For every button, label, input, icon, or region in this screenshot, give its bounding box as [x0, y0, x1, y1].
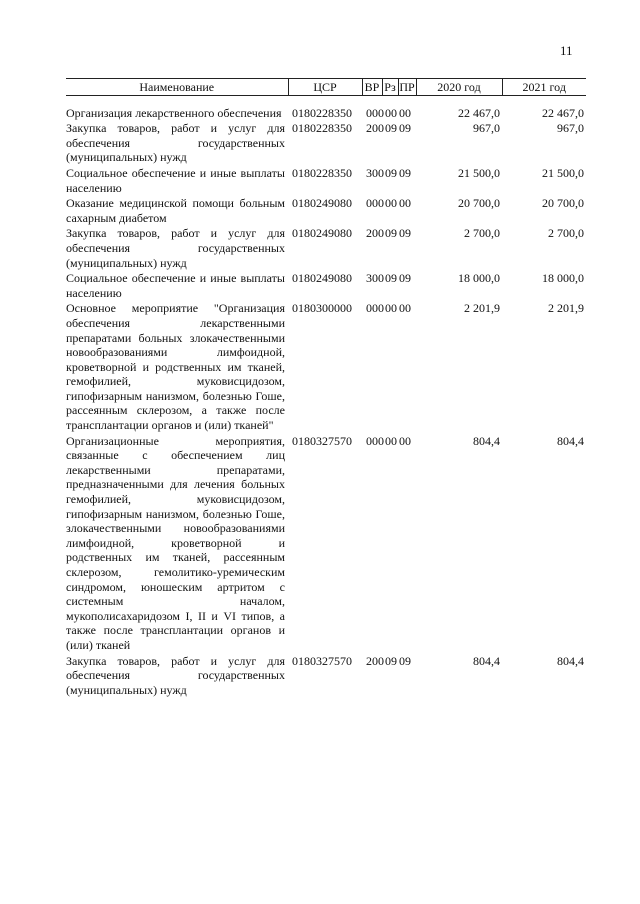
row-vr: 200	[366, 121, 384, 136]
row-vr: 200	[366, 226, 384, 241]
row-vr: 000	[366, 433, 384, 448]
row-name: Закупка товаров, работ и услуг для обеспечения государственных (муниципальных) нужд	[66, 653, 285, 697]
row-csr: 0180249080	[292, 196, 352, 211]
row-csr: 0180300000	[292, 301, 352, 316]
header-rz: Рз	[382, 79, 398, 96]
table-row	[66, 95, 586, 120]
row-pr: 00	[399, 433, 411, 448]
row-pr: 00	[399, 105, 411, 120]
row-rz: 09	[385, 271, 397, 286]
row-2021: 967,0	[557, 121, 584, 136]
row-2020: 2 201,9	[464, 301, 500, 316]
row-name: Закупка товаров, работ и услуг для обеспечения государственных (муниципальных) нужд	[66, 121, 285, 165]
row-pr: 09	[399, 653, 411, 668]
row-2020: 804,4	[473, 653, 500, 668]
row-vr: 300	[366, 165, 384, 180]
row-2021: 2 700,0	[548, 226, 584, 241]
row-pr: 09	[399, 226, 411, 241]
row-name: Оказание медицинской помощи больным сахарным диабетом	[66, 196, 285, 225]
row-vr: 300	[366, 271, 384, 286]
row-rz: 09	[385, 165, 397, 180]
row-2021: 18 000,0	[542, 271, 584, 286]
table-row	[66, 300, 586, 432]
row-vr: 000	[366, 301, 384, 316]
row-rz: 09	[385, 121, 397, 136]
row-name: Организация лекарственного обеспечения	[66, 105, 282, 120]
header-name: Наименование	[66, 79, 288, 96]
row-csr: 0180327570	[292, 653, 352, 668]
row-rz: 00	[385, 105, 397, 120]
row-csr: 0180228350	[292, 105, 352, 120]
row-rz: 09	[385, 226, 397, 241]
row-2021: 804,4	[557, 433, 584, 448]
row-pr: 09	[399, 271, 411, 286]
table-row	[66, 195, 586, 225]
row-2020: 18 000,0	[458, 271, 500, 286]
row-name: Закупка товаров, работ и услуг для обеспечения государственных (муниципальных) нужд	[66, 226, 285, 270]
table-row	[66, 165, 586, 195]
row-2020: 2 700,0	[464, 226, 500, 241]
row-2020: 22 467,0	[458, 105, 500, 120]
table-row	[66, 653, 586, 698]
row-2021: 21 500,0	[542, 165, 584, 180]
row-csr: 0180249080	[292, 226, 352, 241]
budget-table	[66, 78, 586, 697]
row-pr: 09	[399, 165, 411, 180]
row-name: Социальное обеспечение и иные выплаты населению	[66, 271, 285, 300]
row-name: Основное мероприятие "Организация обеспечения лекарственными препаратами больных злокачественными новообразованиями лимфоидной, кроветворной и родственных им тканей, гемофилией, муковисцидозом, гипофизарным нанизмом, болезнью Гоше, рассеянным склерозом, а также после трансплантации органов и (или) тканей"	[66, 301, 285, 433]
header-csr: ЦСР	[288, 79, 362, 96]
table-row	[66, 120, 586, 165]
header-2021: 2021 год	[502, 79, 586, 96]
table-row	[66, 270, 586, 300]
row-2020: 20 700,0	[458, 196, 500, 211]
row-2020: 804,4	[473, 433, 500, 448]
row-name: Организационные мероприятия, связанные с обеспечением лиц лекарственными препаратами, предназначенными для лечения больных гемофилией, муковисцидозом, гипофизарным нанизмом, болезнью Гоше, злокачественными новообразованиями лимфоидной, кроветворной и родственных им тканей, рассеянным склерозом, гемолитико-уремическим синдромом, юношеским артритом с системным началом, мукополисахаридозом I, II и VI типов, а также после трансплантации органов и (или) тканей	[66, 433, 285, 652]
row-vr: 200	[366, 653, 384, 668]
header-2020: 2020 год	[416, 79, 502, 96]
table-header	[66, 79, 586, 96]
row-csr: 0180228350	[292, 165, 352, 180]
row-2021: 804,4	[557, 653, 584, 668]
row-csr: 0180327570	[292, 433, 352, 448]
row-2020: 21 500,0	[458, 165, 500, 180]
row-rz: 09	[385, 653, 397, 668]
row-pr: 00	[399, 301, 411, 316]
row-pr: 09	[399, 121, 411, 136]
row-csr: 0180249080	[292, 271, 352, 286]
row-name: Социальное обеспечение и иные выплаты населению	[66, 165, 285, 195]
row-rz: 00	[385, 196, 397, 211]
row-2020: 967,0	[473, 121, 500, 136]
row-2021: 20 700,0	[542, 196, 584, 211]
table-row	[66, 433, 586, 653]
row-rz: 00	[385, 433, 397, 448]
table-row	[66, 225, 586, 270]
row-csr: 0180228350	[292, 121, 352, 136]
header-pr: ПР	[399, 80, 415, 94]
row-2021: 2 201,9	[548, 301, 584, 316]
row-rz: 00	[385, 301, 397, 316]
row-vr: 000	[366, 196, 384, 211]
row-2021: 22 467,0	[542, 105, 584, 120]
table-body	[66, 95, 586, 697]
row-pr: 00	[399, 196, 411, 211]
page-number: 11	[560, 43, 573, 58]
row-vr: 000	[366, 105, 384, 120]
header-vr: ВР	[362, 79, 382, 96]
